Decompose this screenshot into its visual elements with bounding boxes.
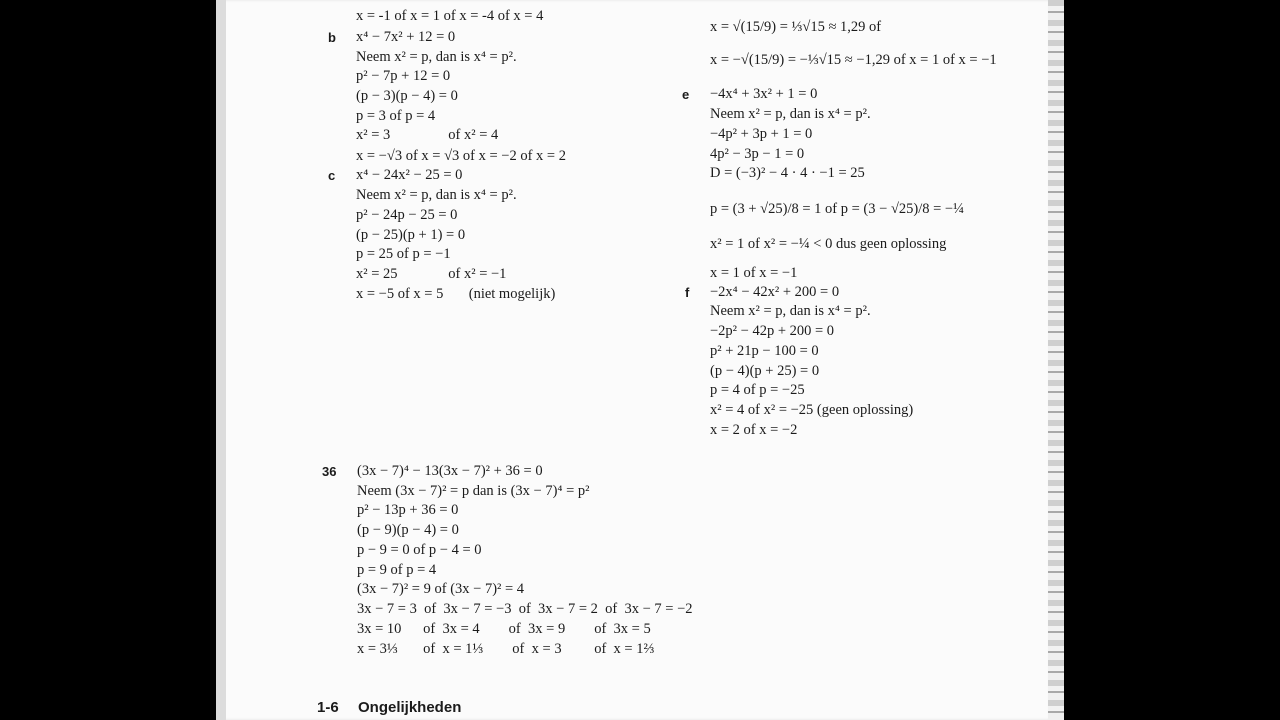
- ex36-line-6: p = 9 of p = 4: [357, 562, 437, 578]
- f-line-4: p² + 21p − 100 = 0: [710, 343, 819, 359]
- e-line-3: −4p² + 3p + 1 = 0: [710, 126, 813, 142]
- ex36-line-7: (3x − 7)² = 9 of (3x − 7)² = 4: [357, 581, 525, 597]
- e-line-8: x = 1 of x = −1: [710, 265, 798, 281]
- b-line-3: p² − 7p + 12 = 0: [356, 68, 451, 84]
- page-right-edge: [1048, 0, 1064, 720]
- ex36-line-10: x = 3⅓ of x = 1⅓ of x = 3 of x = 1⅔: [357, 641, 655, 657]
- ex36-line-8: 3x − 7 = 3 of 3x − 7 = −3 of 3x − 7 = 2 of 3x − 7 = −2: [357, 601, 693, 617]
- exercise-f-label: f: [685, 285, 690, 300]
- ex36-line-1: (3x − 7)⁴ − 13(3x − 7)² + 36 = 0: [357, 463, 543, 479]
- c-line-2: Neem x² = p, dan is x⁴ = p².: [356, 187, 517, 203]
- c-line-6: x² = 25 of x² = −1: [356, 266, 507, 282]
- c-line-7: x = −5 of x = 5 (niet mogelijk): [356, 286, 556, 302]
- f-line-1: −2x⁴ − 42x² + 200 = 0: [710, 284, 840, 300]
- section-number: 1-6: [317, 699, 339, 716]
- e-line-6: p = (3 + √25)/8 = 1 of p = (3 − √25)/8 = −¼: [710, 201, 964, 217]
- b-line-2: Neem x² = p, dan is x⁴ = p².: [356, 49, 517, 65]
- ex36-line-4: (p − 9)(p − 4) = 0: [357, 522, 459, 538]
- ex36-line-3: p² − 13p + 36 = 0: [357, 502, 459, 518]
- top-line: x = -1 of x = 1 of x = -4 of x = 4: [356, 8, 544, 24]
- c-line-5: p = 25 of p = −1: [356, 246, 451, 262]
- exercise-b-label: b: [328, 30, 336, 45]
- ex36-line-2: Neem (3x − 7)² = p dan is (3x − 7)⁴ = p²: [357, 483, 590, 499]
- c-line-4: (p − 25)(p + 1) = 0: [356, 227, 466, 243]
- section-title: Ongelijkheden: [358, 699, 462, 716]
- f-line-7: x² = 4 of x² = −25 (geen oplossing): [710, 402, 914, 418]
- e-line-4: 4p² − 3p − 1 = 0: [710, 146, 805, 162]
- ex36-line-5: p − 9 = 0 of p − 4 = 0: [357, 542, 482, 558]
- f-line-2: Neem x² = p, dan is x⁴ = p².: [710, 303, 871, 319]
- b-line-7: x = −√3 of x = √3 of x = −2 of x = 2: [356, 148, 566, 164]
- e-line-5: D = (−3)² − 4 · 4 · −1 = 25: [710, 165, 865, 181]
- c-line-3: p² − 24p − 25 = 0: [356, 207, 458, 223]
- e-line-7: x² = 1 of x² = −¼ < 0 dus geen oplossing: [710, 236, 947, 252]
- b-line-6: x² = 3 of x² = 4: [356, 127, 499, 143]
- d-cont-line-1: x = √(15/9) = ⅓√15 ≈ 1,29 of: [710, 19, 882, 35]
- page-left-edge: [216, 0, 226, 720]
- f-line-8: x = 2 of x = −2: [710, 422, 798, 438]
- exercise-36-label: 36: [322, 464, 337, 479]
- c-line-1: x⁴ − 24x² − 25 = 0: [356, 167, 463, 183]
- f-line-6: p = 4 of p = −25: [710, 382, 805, 398]
- f-line-5: (p − 4)(p + 25) = 0: [710, 363, 820, 379]
- ex36-line-9: 3x = 10 of 3x = 4 of 3x = 9 of 3x = 5: [357, 621, 651, 637]
- b-line-4: (p − 3)(p − 4) = 0: [356, 88, 458, 104]
- f-line-3: −2p² − 42p + 200 = 0: [710, 323, 835, 339]
- d-cont-line-2: x = −√(15/9) = −⅓√15 ≈ −1,29 of x = 1 of x = −1: [710, 52, 997, 68]
- exercise-c-label: c: [328, 168, 336, 183]
- b-line-1: x⁴ − 7x² + 12 = 0: [356, 29, 456, 45]
- e-line-2: Neem x² = p, dan is x⁴ = p².: [710, 106, 871, 122]
- b-line-5: p = 3 of p = 4: [356, 108, 436, 124]
- exercise-e-label: e: [682, 87, 690, 102]
- e-line-1: −4x⁴ + 3x² + 1 = 0: [710, 86, 818, 102]
